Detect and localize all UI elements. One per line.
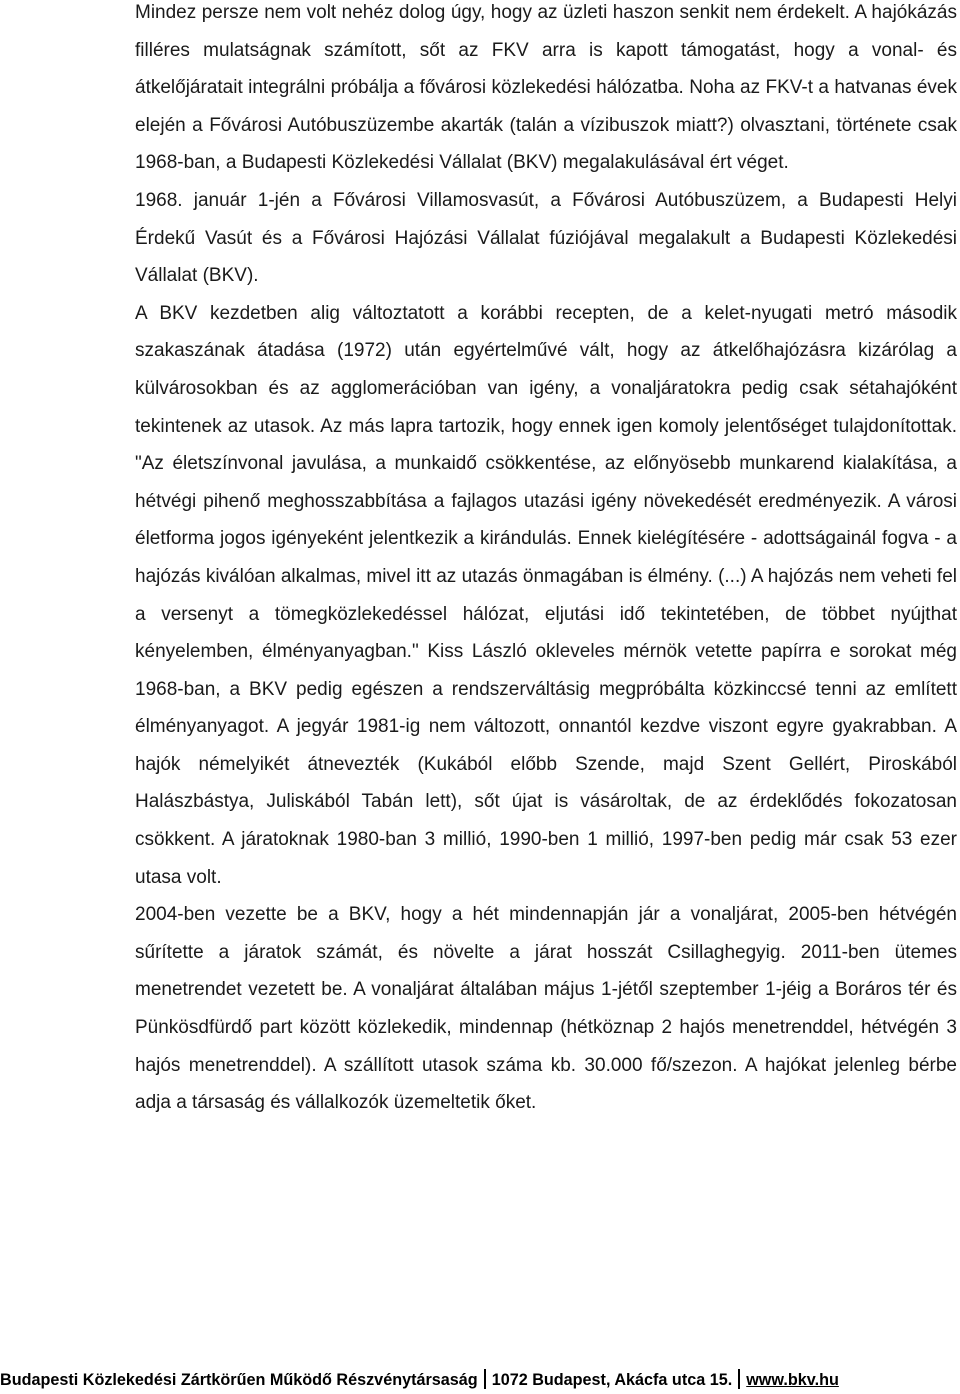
footer-separator — [484, 1369, 486, 1389]
footer-address: 1072 Budapest, Akácfa utca 15. — [491, 1371, 733, 1389]
footer-website-link[interactable]: www.bkv.hu — [746, 1371, 839, 1389]
page-footer — [0, 1369, 960, 1391]
document-body — [135, 0, 957, 1122]
paragraph-recent-service: 2004-ben vezette be a BKV, hogy a hét mindennapján jár a vonaljárat, 2005-ben hétvégén sűrítette a járatok számát, és növelte a járat hosszát Csillaghegyig. 2011-ben ütemes menetrendet vezetett be. A vonaljárat általában május 1-jétől szeptember 1-jéig a Boráros tér és Pünkösdfürdő part között közlekedik, mindennap (hétköznap 2 hajós menetrenddel, hétvégén 3 hajós menetrenddel). A szállított utasok száma kb. 30.000 fő/szezon. A hajókat jelenleg bérbe adja a társaság és vállalkozók üzemeltetik őket. — [135, 904, 957, 1114]
footer-separator — [738, 1369, 740, 1389]
footer-company-name: Budapesti Közlekedési Zártkörűen Működő Részvénytársaság — [0, 1371, 478, 1389]
paragraph-bkv-founding: 1968. január 1-jén a Fővárosi Villamosvasút, a Fővárosi Autóbuszüzem, a Budapesti Helyi Érdekű Vasút és a Fővárosi Hajózási Vállalat fúziójával megalakult a Budapesti Közlekedési Vállalat (BKV). — [135, 189, 957, 287]
paragraph-fkv-history: Mindez persze nem volt nehéz dolog úgy, hogy az üzleti haszon senkit nem érdekelt. A hajókázás filléres mulatságnak számított, sőt az FKV arra is kapott támogatást, hogy a vonal- és átkelőjáratait integrálni próbálja a fővárosi közlekedési hálózatba. Noha az FKV-t a hatvanas évek elején a Fővárosi Autóbuszüzembe akarták (talán a vízibuszok miatt?) olvasztani, története csak 1968-ban, a Budapesti Közlekedési Vállalat (BKV) megalakulásával ért véget. — [135, 2, 957, 174]
paragraph-bkv-early-years: A BKV kezdetben alig változtatott a korábbi recepten, de a kelet-nyugati metró második szakaszának átadása (1972) után egyértelművé vált, hogy az átkelőhajózásra kizárólag a külvárosokban és az agglomerációban van igény, a vonaljáratokra pedig csak sétahajóként tekintenek az utasok. Az más lapra tartozik, hogy ennek igen komoly jelentőséget tulajdonítottak. "Az életszínvonal javulása, a munkaidő csökkentése, az előnyösebb munkarend kialakítása, a hétvégi pihenő meghosszabbítása a fajlagos utazási igény növekedését eredményezik. A városi életforma jogos igényeként jelentkezik a kirándulás. Ennek kielégítésére - adottságainál fogva - a hajózás kiválóan alkalmas, mivel itt az utazás önmagában is élmény. (...) A hajózás nem veheti fel a versenyt a tömegközlekedéssel hálózat, eljutási idő tekintetében, de többet nyújthat kényelemben, élményanyagban." Kiss László okleveles mérnök vetette papírra e sorokat még 1968-ban, a BKV pedig egészen a rendszerváltásig megpróbálta közkinccsé tenni az említett élményanyagot. A jegyár 1981-ig nem változott, onnantól kezdve viszont egyre gyakrabban. A hajók némelyikét átnevezték (Kukából előbb Szende, majd Szent Gellért, Piroskából Halászbástya, Juliskából Tabán lett), sőt újat is vásároltak, de az érdeklődés fokozatosan csökkent. A járatoknak 1980-ban 3 millió, 1990-ben 1 millió, 1997-ben pedig már csak 53 ezer utasa volt. — [135, 302, 957, 888]
